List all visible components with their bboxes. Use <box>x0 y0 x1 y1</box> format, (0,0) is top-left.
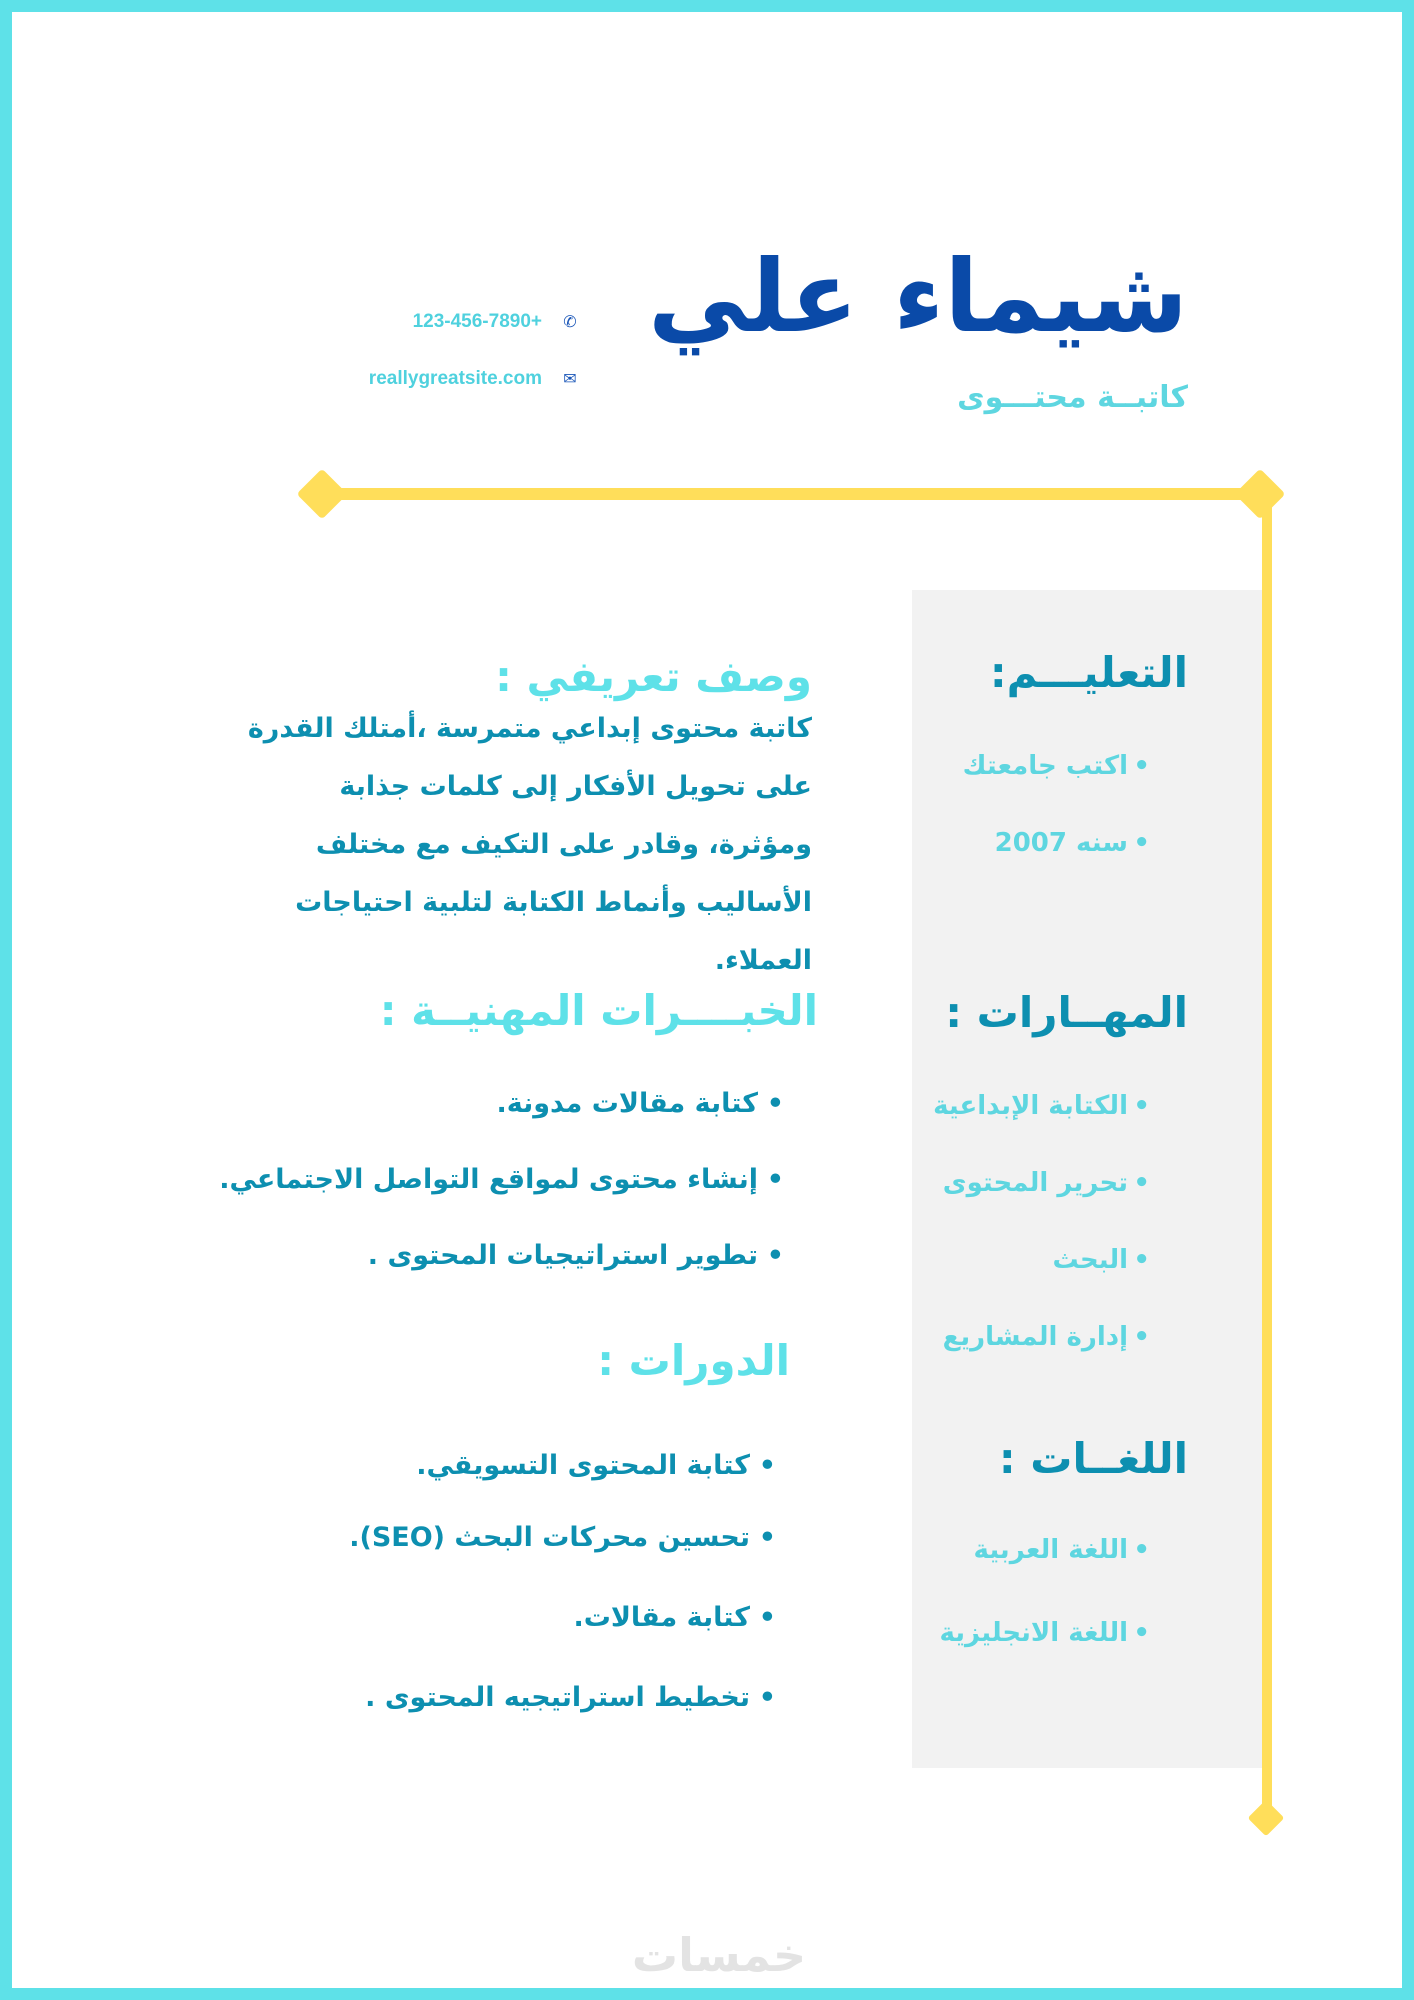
job-title: كاتبــة محتـــوى <box>957 380 1188 415</box>
list-item: اللغة العربية • <box>868 1530 1128 1613</box>
diamond-ornament-left <box>297 469 348 520</box>
divider-vertical <box>1262 494 1272 1816</box>
list-item: تحسين محركات البحث (SEO). • <box>190 1518 750 1598</box>
diamond-ornament-bottom <box>1248 1800 1285 1837</box>
list-item: كتابة المحتوى التسويقي. • <box>190 1446 750 1518</box>
about-heading: وصف تعريفي : <box>495 652 812 701</box>
courses-heading: الدورات : <box>597 1336 790 1385</box>
list-item: إدارة المشاريع • <box>868 1317 1128 1394</box>
watermark-logo: خمسات <box>631 1928 807 1982</box>
list-item: الكتابة الإبداعية • <box>868 1086 1128 1163</box>
website-address: reallygreatsite.com <box>368 368 542 389</box>
contact-email <box>332 363 592 395</box>
diamond-ornament-right <box>1235 469 1286 520</box>
skills-heading: المهــارات : <box>945 988 1188 1037</box>
mail-icon: ✉ <box>563 369 577 388</box>
list-item: إنشاء محتوى لمواقع التواصل الاجتماعي. • <box>198 1160 758 1236</box>
contact-phone <box>332 306 592 338</box>
education-list <box>868 746 1128 900</box>
languages-heading: اللغــات : <box>998 1434 1188 1483</box>
divider-horizontal <box>312 488 1267 500</box>
education-heading: التعليـــم: <box>989 648 1188 697</box>
languages-list <box>868 1530 1128 1696</box>
phone-icon: ✆ <box>563 312 577 331</box>
list-item: تخطيط استراتيجيه المحتوى . • <box>190 1678 750 1750</box>
person-name: شيماء علي <box>648 238 1188 355</box>
list-item: كتابة مقالات مدونة. • <box>198 1084 758 1160</box>
courses-list <box>190 1446 750 1750</box>
skills-list <box>868 1086 1128 1394</box>
experience-heading: الخبــــرات المهنيــة : <box>379 986 818 1035</box>
list-item: البحث • <box>868 1240 1128 1317</box>
phone-number: 123-456-7890+ <box>412 311 542 332</box>
about-text: كاتبة محتوى إبداعي متمرسة ،أمتلك القدرة على تحويل الأفكار إلى كلمات جذابة ومؤثرة، وقادر على التكيف مع مختلف الأساليب وأنماط الكتابة لتلبية احتياجات العملاء. <box>247 713 812 976</box>
list-item: كتابة مقالات. • <box>190 1598 750 1678</box>
experience-list <box>198 1084 758 1312</box>
list-item: اللغة الانجليزية • <box>868 1613 1128 1696</box>
list-item: تحرير المحتوى • <box>868 1163 1128 1240</box>
list-item: سنه 2007 • <box>868 823 1128 900</box>
list-item: اكتب جامعتك • <box>868 746 1128 823</box>
list-item: تطوير استراتيجيات المحتوى . • <box>198 1236 758 1312</box>
